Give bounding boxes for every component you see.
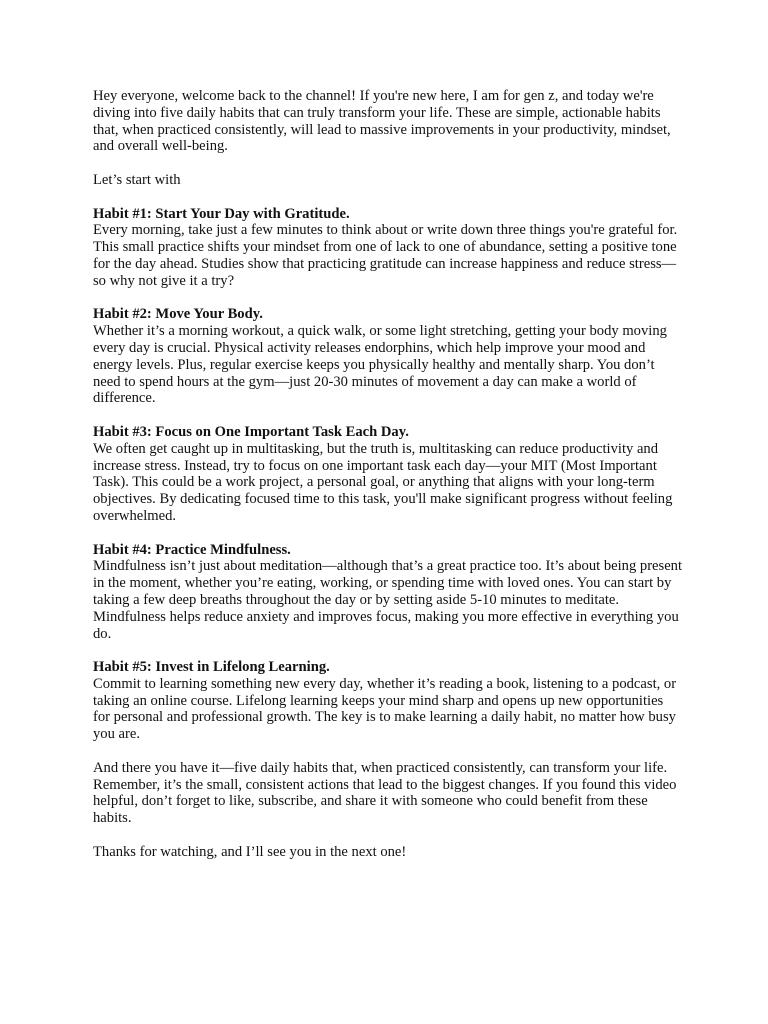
habit-title: Habit #1: Start Your Day with Gratitude.: [93, 205, 350, 222]
habit-section-2: [93, 306, 683, 407]
habit-body: Commit to learning something new every day, whether it’s reading a book, listening to a podcast, or taking an online course. Lifelong learning keeps your mind sharp and opens up new opportunities for personal and professional growth. The key is to make learning a daily habit, no matter how busy you are.: [93, 675, 677, 743]
habit-body: We often get caught up in multitasking, but the truth is, multitasking can reduce productivity and increase stress. Instead, try to focus on one important task each day—your MIT (Most Important Task). This could be a work project, a personal goal, or anything that aligns with your long-term objectives. By dedicating focused time to this task, you'll make significant progress without feeling overwhelmed.: [93, 440, 673, 524]
document-page: [93, 88, 683, 877]
signoff-paragraph: Thanks for watching, and I’ll see you in the next one!: [93, 843, 407, 860]
habit-title: Habit #4: Practice Mindfulness.: [93, 541, 291, 558]
habit-section-4: [93, 542, 683, 643]
intro-paragraph: Hey everyone, welcome back to the channel! If you're new here, I am for gen z, and today we're diving into five daily habits that can truly transform your life. These are simple, actionable habits that, when practiced consistently, will lead to massive improvements in your productivity, mindset, and overall well-being.: [93, 88, 671, 155]
habit-title: Habit #3: Focus on One Important Task Each Day.: [93, 423, 409, 440]
habit-body: Whether it’s a morning workout, a quick walk, or some light stretching, getting your body moving every day is crucial. Physical activity releases endorphins, which help improve your mood and energy levels. Plus, regular exercise keeps you physically healthy and mentally sharp. You don’t need to spend hours at the gym—just 20-30 minutes of movement a day can make a world of difference.: [93, 323, 667, 407]
habit-section-5: [93, 659, 683, 743]
habit-title: Habit #2: Move Your Body.: [93, 306, 263, 323]
habit-body: Mindfulness isn’t just about meditation—although that’s a great practice too. It’s about being present in the moment, whether you’re eating, working, or spending time with loved ones. You can start by taking a few deep breaths throughout the day or by setting aside 5-10 minutes to meditate. Mindfulness helps reduce anxiety and improves focus, making you more effective in everything you do.: [93, 558, 683, 642]
habit-section-3: [93, 424, 683, 525]
habit-title: Habit #5: Invest in Lifelong Learning.: [93, 659, 330, 676]
habit-body: Every morning, take just a few minutes to think about or write down three things you're grateful for. This small practice shifts your mindset from one of lack to one of abundance, setting a positive tone for the day ahead. Studies show that practicing gratitude can increase happiness and reduce stress—so why not give it a try?: [93, 222, 678, 289]
conclusion-paragraph: And there you have it—five daily habits that, when practiced consistently, can transform your life. Remember, it’s the small, consistent actions that lead to the biggest changes. If you found this video helpful, don’t forget to like, subscribe, and share it with someone who could benefit from these habits.: [93, 759, 677, 827]
lead-in-paragraph: Let’s start with: [93, 171, 181, 188]
habit-section-1: [93, 206, 683, 290]
